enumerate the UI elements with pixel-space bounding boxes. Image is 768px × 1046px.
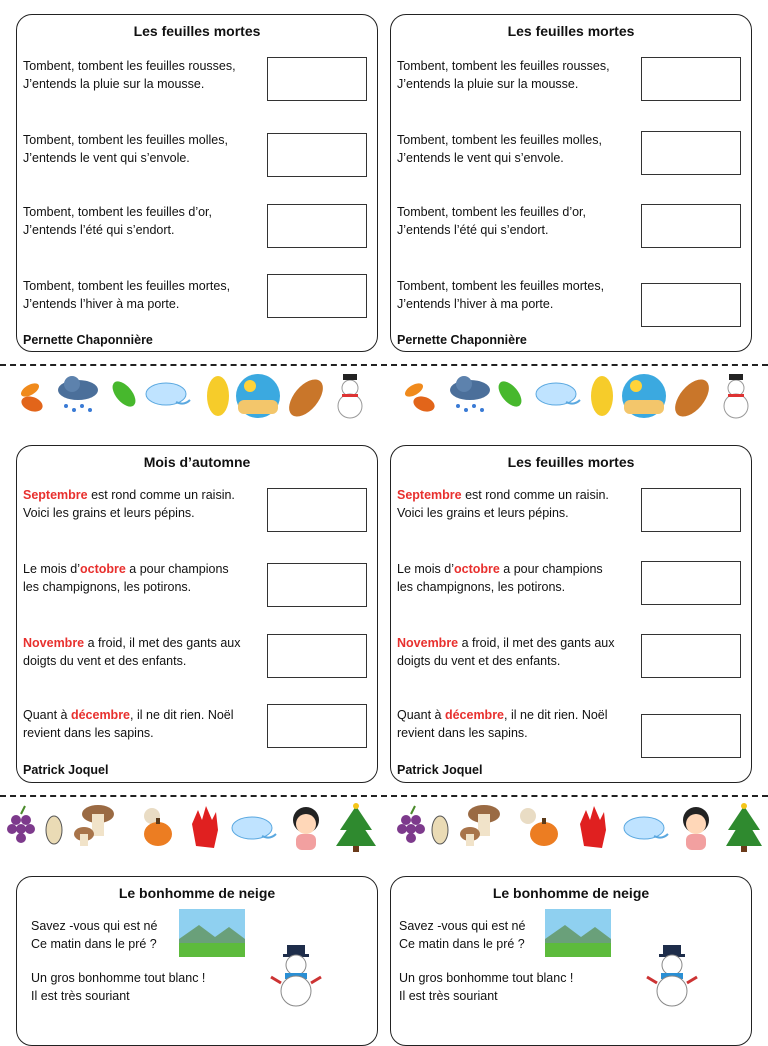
wind-cloud-icon xyxy=(232,817,276,839)
summer-sun-scene-icon xyxy=(236,374,280,418)
answer-box[interactable] xyxy=(267,57,367,101)
poem-line: Ce matin dans le pré ? xyxy=(31,937,157,951)
wind-cloud-icon xyxy=(146,383,190,405)
seed-icon xyxy=(432,816,448,844)
snowman-icon xyxy=(338,374,362,418)
icon-strip xyxy=(0,800,768,856)
poem-author: Pernette Chaponnière xyxy=(397,333,527,347)
stanza-3: Tombent, tombent les feuilles d’or, J’entends l’été qui s’endort. xyxy=(397,205,586,237)
stanza-4: Tombent, tombent les feuilles mortes, J’entends l’hiver à ma porte. xyxy=(23,279,231,311)
poem-author: Patrick Joquel xyxy=(397,763,483,777)
child-icon xyxy=(683,807,709,850)
poem-card-left-2 xyxy=(16,445,378,783)
month-name: Septembre xyxy=(397,488,462,502)
poem-title: Les feuilles mortes xyxy=(133,23,261,39)
grapes-icon xyxy=(397,806,425,843)
poem-line: Ce matin dans le pré ? xyxy=(399,937,525,951)
dry-leaf-icon xyxy=(669,373,716,422)
answer-box[interactable] xyxy=(641,714,741,758)
stanza-3: Novembre a froid, il met des gants aux doigts du vent et des enfants. xyxy=(397,636,615,668)
cut-line xyxy=(0,795,768,797)
pumpkin-icon xyxy=(144,808,172,846)
yellow-leaf-icon xyxy=(207,376,229,416)
stanza-3: Novembre a froid, il met des gants aux doigts du vent et des enfants. xyxy=(23,636,241,668)
snowman-icon xyxy=(267,943,325,1007)
poem-card-right-3 xyxy=(390,876,752,1046)
snowman-icon xyxy=(724,374,748,418)
stanza-2: Tombent, tombent les feuilles molles, J’entends le vent qui s’envole. xyxy=(23,133,228,165)
poem-card-right-2 xyxy=(390,445,752,783)
answer-box[interactable] xyxy=(641,488,741,532)
poem-title: Les feuilles mortes xyxy=(507,454,635,470)
christmas-tree-icon xyxy=(726,803,762,852)
poem-line: Il est très souriant xyxy=(31,989,130,1003)
month-name: octobre xyxy=(79,562,126,576)
stanza-3: Tombent, tombent les feuilles d’or, J’entends l’été qui s’endort. xyxy=(23,205,212,237)
seed-icon xyxy=(46,816,62,844)
answer-box[interactable] xyxy=(641,283,741,327)
rain-cloud-icon xyxy=(450,376,490,412)
answer-box[interactable] xyxy=(267,133,367,177)
answer-box[interactable] xyxy=(641,634,741,678)
grapes-icon xyxy=(7,806,35,843)
poem-line: Un gros bonhomme tout blanc ! xyxy=(31,971,206,985)
stanza-1: Septembre est rond comme un raisin. Voici les grains et leurs pépins. xyxy=(23,488,235,520)
orange-leaves-icon xyxy=(403,381,437,415)
stanza-2: Le mois d’octobre a pour champions les champignons, les potirons. xyxy=(23,562,229,594)
poem-author: Patrick Joquel xyxy=(23,763,109,777)
answer-box[interactable] xyxy=(267,563,367,607)
red-glove-icon xyxy=(580,806,606,848)
month-name: Novembre xyxy=(397,636,459,650)
green-leaf-icon xyxy=(494,377,526,410)
poem-card-left-3 xyxy=(16,876,378,1046)
orange-leaves-icon xyxy=(19,381,45,415)
answer-box[interactable] xyxy=(641,57,741,101)
stanza-4: Quant à décembre, il ne dit rien. Noël revient dans les sapins. xyxy=(397,708,608,740)
poem-title: Le bonhomme de neige xyxy=(492,885,650,901)
poem-line: Savez -vous qui est né xyxy=(31,919,158,933)
wind-cloud-icon xyxy=(536,383,580,405)
answer-box[interactable] xyxy=(267,488,367,532)
wind-cloud-icon xyxy=(624,817,668,839)
poem-author: Pernette Chaponnière xyxy=(23,333,153,347)
poem-title: Les feuilles mortes xyxy=(507,23,635,39)
pumpkin-icon xyxy=(520,808,558,846)
answer-box[interactable] xyxy=(641,561,741,605)
month-name: décembre xyxy=(444,708,505,722)
rain-cloud-icon xyxy=(58,376,98,412)
icon-row-1 xyxy=(0,368,768,424)
mushrooms-icon xyxy=(460,805,500,846)
month-name: décembre xyxy=(70,708,131,722)
answer-box[interactable] xyxy=(267,634,367,678)
mushrooms-icon xyxy=(74,805,114,846)
stanza-1: Tombent, tombent les feuilles rousses, J’entends la pluie sur la mousse. xyxy=(397,59,610,91)
poem-line: Un gros bonhomme tout blanc ! xyxy=(399,971,574,985)
stanza-1: Septembre est rond comme un raisin. Voici les grains et leurs pépins. xyxy=(397,488,609,520)
answer-box[interactable] xyxy=(267,204,367,248)
yellow-leaf-icon xyxy=(591,376,613,416)
cut-line xyxy=(0,364,768,366)
month-name: Septembre xyxy=(23,488,88,502)
child-icon xyxy=(293,807,319,850)
answer-box[interactable] xyxy=(267,704,367,748)
stanza-2: Tombent, tombent les feuilles molles, J’entends le vent qui s’envole. xyxy=(397,133,602,165)
poem-line: Il est très souriant xyxy=(399,989,498,1003)
answer-box[interactable] xyxy=(267,274,367,318)
poem-title: Le bonhomme de neige xyxy=(118,885,276,901)
stanza-4: Quant à décembre, il ne dit rien. Noël revient dans les sapins. xyxy=(23,708,234,740)
month-name: Novembre xyxy=(23,636,85,650)
poem-card-left-1 xyxy=(16,14,378,352)
meadow-image xyxy=(179,909,245,957)
stanza-1: Tombent, tombent les feuilles rousses, J’entends la pluie sur la mousse. xyxy=(23,59,236,91)
christmas-tree-icon xyxy=(336,803,376,852)
icon-strip xyxy=(0,368,768,424)
poem-card-right-1 xyxy=(390,14,752,352)
answer-box[interactable] xyxy=(641,131,741,175)
month-name: octobre xyxy=(453,562,500,576)
stanza-4: Tombent, tombent les feuilles mortes, J’entends l’hiver à ma porte. xyxy=(397,279,605,311)
stanza-2: Le mois d’octobre a pour champions les champignons, les potirons. xyxy=(397,562,603,594)
poem-title: Mois d’automne xyxy=(143,454,251,470)
icon-row-2 xyxy=(0,800,768,856)
poem-line: Savez -vous qui est né xyxy=(399,919,526,933)
snowman-icon xyxy=(643,943,701,1007)
green-leaf-icon xyxy=(108,377,140,410)
summer-sun-scene-icon xyxy=(622,374,666,418)
meadow-image xyxy=(545,909,611,957)
answer-box[interactable] xyxy=(641,204,741,248)
dry-leaf-icon xyxy=(283,373,330,422)
red-glove-icon xyxy=(192,806,218,848)
